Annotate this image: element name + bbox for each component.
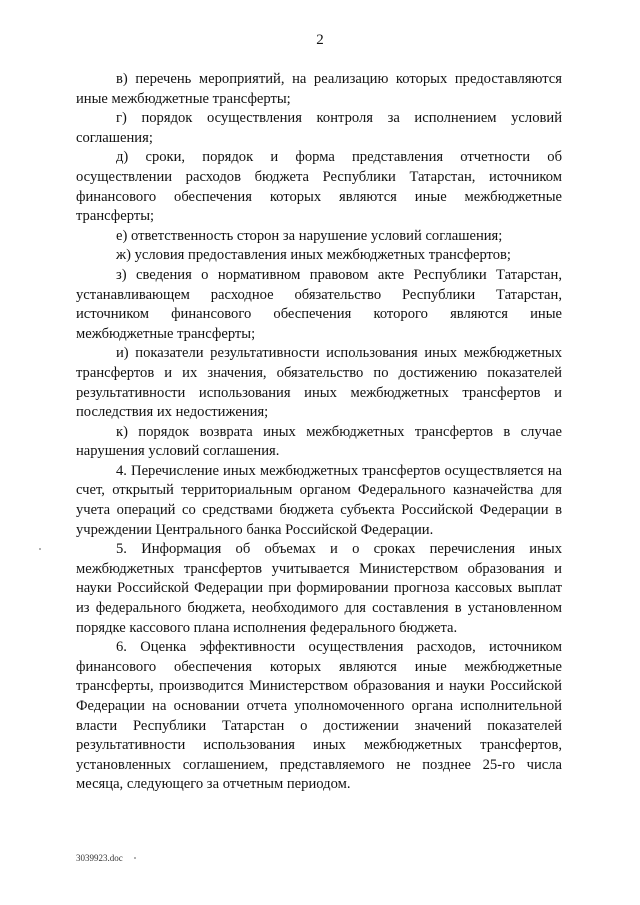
paragraph-item-zh: ж) условия предоставления иных межбюджетных трансфертов; <box>116 247 511 264</box>
paragraph-item-z: з) сведения о нормативном правовом акте Республики Татарстан, устанавливающем расходное обязательство Республики Татарстан, источником финансового обеспечения которого являются иные межбюджетные трансферты; <box>76 266 562 342</box>
paragraph-item-e: е) ответственность сторон за нарушение условий соглашения; <box>116 227 503 244</box>
page-number: 2 <box>316 32 324 48</box>
paragraph-item-d: д) сроки, порядок и форма представления отчетности об осуществлении расходов бюджета Республики Татарстан, источником финансового обеспечения которых являются иные межбюджетные трансферты; <box>76 149 562 225</box>
document-body <box>76 70 562 795</box>
scan-artifact-dot <box>134 857 136 859</box>
paragraph-item-g: г) порядок осуществления контроля за исполнением условий соглашения; <box>76 110 562 146</box>
scan-artifact-dot <box>39 548 41 550</box>
paragraph-item-i: и) показатели результативности использования иных межбюджетных трансфертов и их значения, обязательство по достижению показателей результативности использования иных межбюджетных трансфертов и последствия их недостижения; <box>76 345 562 421</box>
paragraph-item-k: к) порядок возврата иных межбюджетных трансфертов в случае нарушения условий соглашения. <box>76 423 562 460</box>
paragraph-section-5: 5. Информация об объемах и о сроках перечисления иных межбюджетных трансфертов учитывается Министерством образования и науки Российской Федерации при формировании прогноза кассовых выплат из федерального бюджета, необходимого для составления в установленном порядке кассового плана исполнения федерального бюджета. <box>76 541 562 636</box>
paragraph-section-4: 4. Перечисление иных межбюджетных трансфертов осуществляется на счет, открытый территориальным органом Федерального казначейства для учета операций со средствами бюджета субъекта Российской Федерации в учреждении Центрального банка Российской Федерации. <box>76 462 562 538</box>
paragraph-item-v: в) перечень мероприятий, на реализацию которых предоставляются иные межбюджетные трансферты; <box>76 71 562 107</box>
document-file-code: 3039923.doc <box>76 853 123 863</box>
paragraph-section-6: 6. Оценка эффективности осуществления расходов, источником финансового обеспечения которых являются иные межбюджетные трансферты, производится Министерством образования и науки Российской Федерации на основании отчета уполномоченного органа исполнительной власти Республики Татарстан о достижении значений показателей результативности использования иных межбюджетных трансфертов, установленных соглашением, представляемого не позднее 25-го числа месяца, следующего за отчетным периодом. <box>76 639 562 793</box>
